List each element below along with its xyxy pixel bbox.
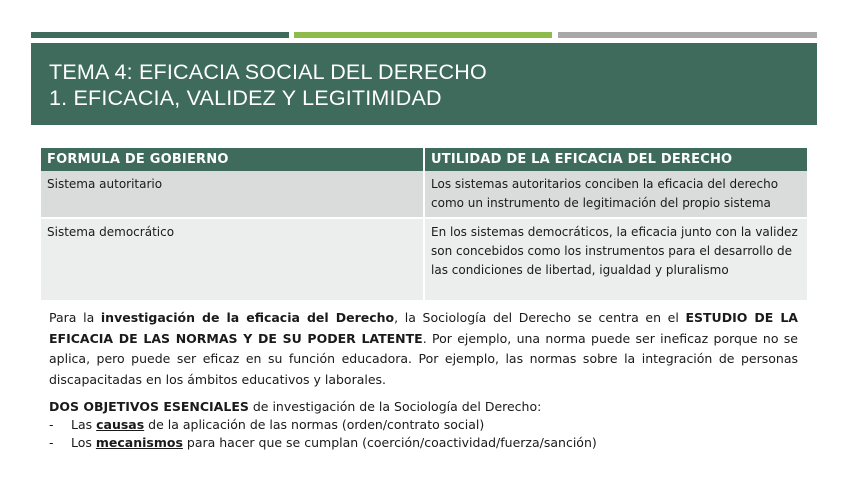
accent-bar-dark-green: [31, 32, 289, 38]
table-header-row: [41, 148, 807, 171]
objectives-heading-bold: DOS OBJETIVOS ESENCIALES: [49, 399, 249, 414]
dash-bullet: -: [49, 417, 54, 432]
title-band: [31, 43, 817, 125]
paragraph-text-1: Para la: [49, 310, 101, 325]
cell-formula: Sistema autoritario: [41, 171, 424, 218]
item-pre: Las: [71, 417, 97, 432]
objectives-list: [49, 416, 798, 452]
item-pre: Los: [71, 435, 96, 450]
slide-title-line2: 1. EFICACIA, VALIDEZ Y LEGITIMIDAD: [49, 86, 442, 110]
slide-title-line1: TEMA 4: EFICACIA SOCIAL DEL DERECHO: [49, 60, 487, 84]
cell-utilidad: Los sistemas autoritarios conciben la eficacia del derecho como un instrumento de legitimación del propio sistema: [424, 171, 807, 218]
cell-utilidad: En los sistemas democráticos, la eficacia junto con la validez son concebidos como los instrumentos para el desarrollo de las condiciones de libertad, igualdad y pluralismo: [424, 218, 807, 300]
table-row: [41, 171, 807, 218]
table-row: [41, 218, 807, 300]
government-table: [41, 148, 807, 300]
paragraph-bold-2: ESTUDIO DE LA EFICACIA DE LAS NORMAS Y DE SU PODER LATENTE: [49, 310, 798, 346]
cell-formula: Sistema democrático: [41, 218, 424, 300]
accent-bar-gray: [558, 32, 817, 38]
item-key: causas: [96, 417, 145, 432]
slide-title: [49, 59, 487, 111]
paragraph-bold-1: investigación de la eficacia del Derecho: [100, 310, 395, 325]
objectives-heading-rest: de investigación de la Sociología del Derecho:: [248, 399, 542, 414]
objectives-section: [49, 398, 798, 452]
research-paragraph: [49, 308, 798, 390]
objectives-heading: [49, 398, 798, 416]
paragraph-text-2: , la Sociología del Derecho se centra en el: [394, 310, 686, 325]
list-item: [49, 434, 798, 452]
item-post: de la aplicación de las normas (orden/contrato social): [144, 417, 485, 432]
item-key: mecanismos: [95, 435, 183, 450]
list-item: [49, 416, 798, 434]
dash-bullet: -: [49, 435, 54, 450]
header-utilidad: UTILIDAD DE LA EFICACIA DEL DERECHO: [424, 148, 807, 171]
item-post: para hacer que se cumplan (coerción/coactividad/fuerza/sanción): [182, 435, 597, 450]
header-formula: FORMULA DE GOBIERNO: [41, 148, 424, 171]
paragraph-text-3: . Por ejemplo, una norma puede ser ineficaz porque no se aplica, pero puede ser eficaz en su función educadora. Por ejemplo, las normas sobre la integración de personas discapacitadas en los ámbitos educativos y laborales.: [49, 330, 798, 387]
accent-bar-light-green: [294, 32, 552, 38]
